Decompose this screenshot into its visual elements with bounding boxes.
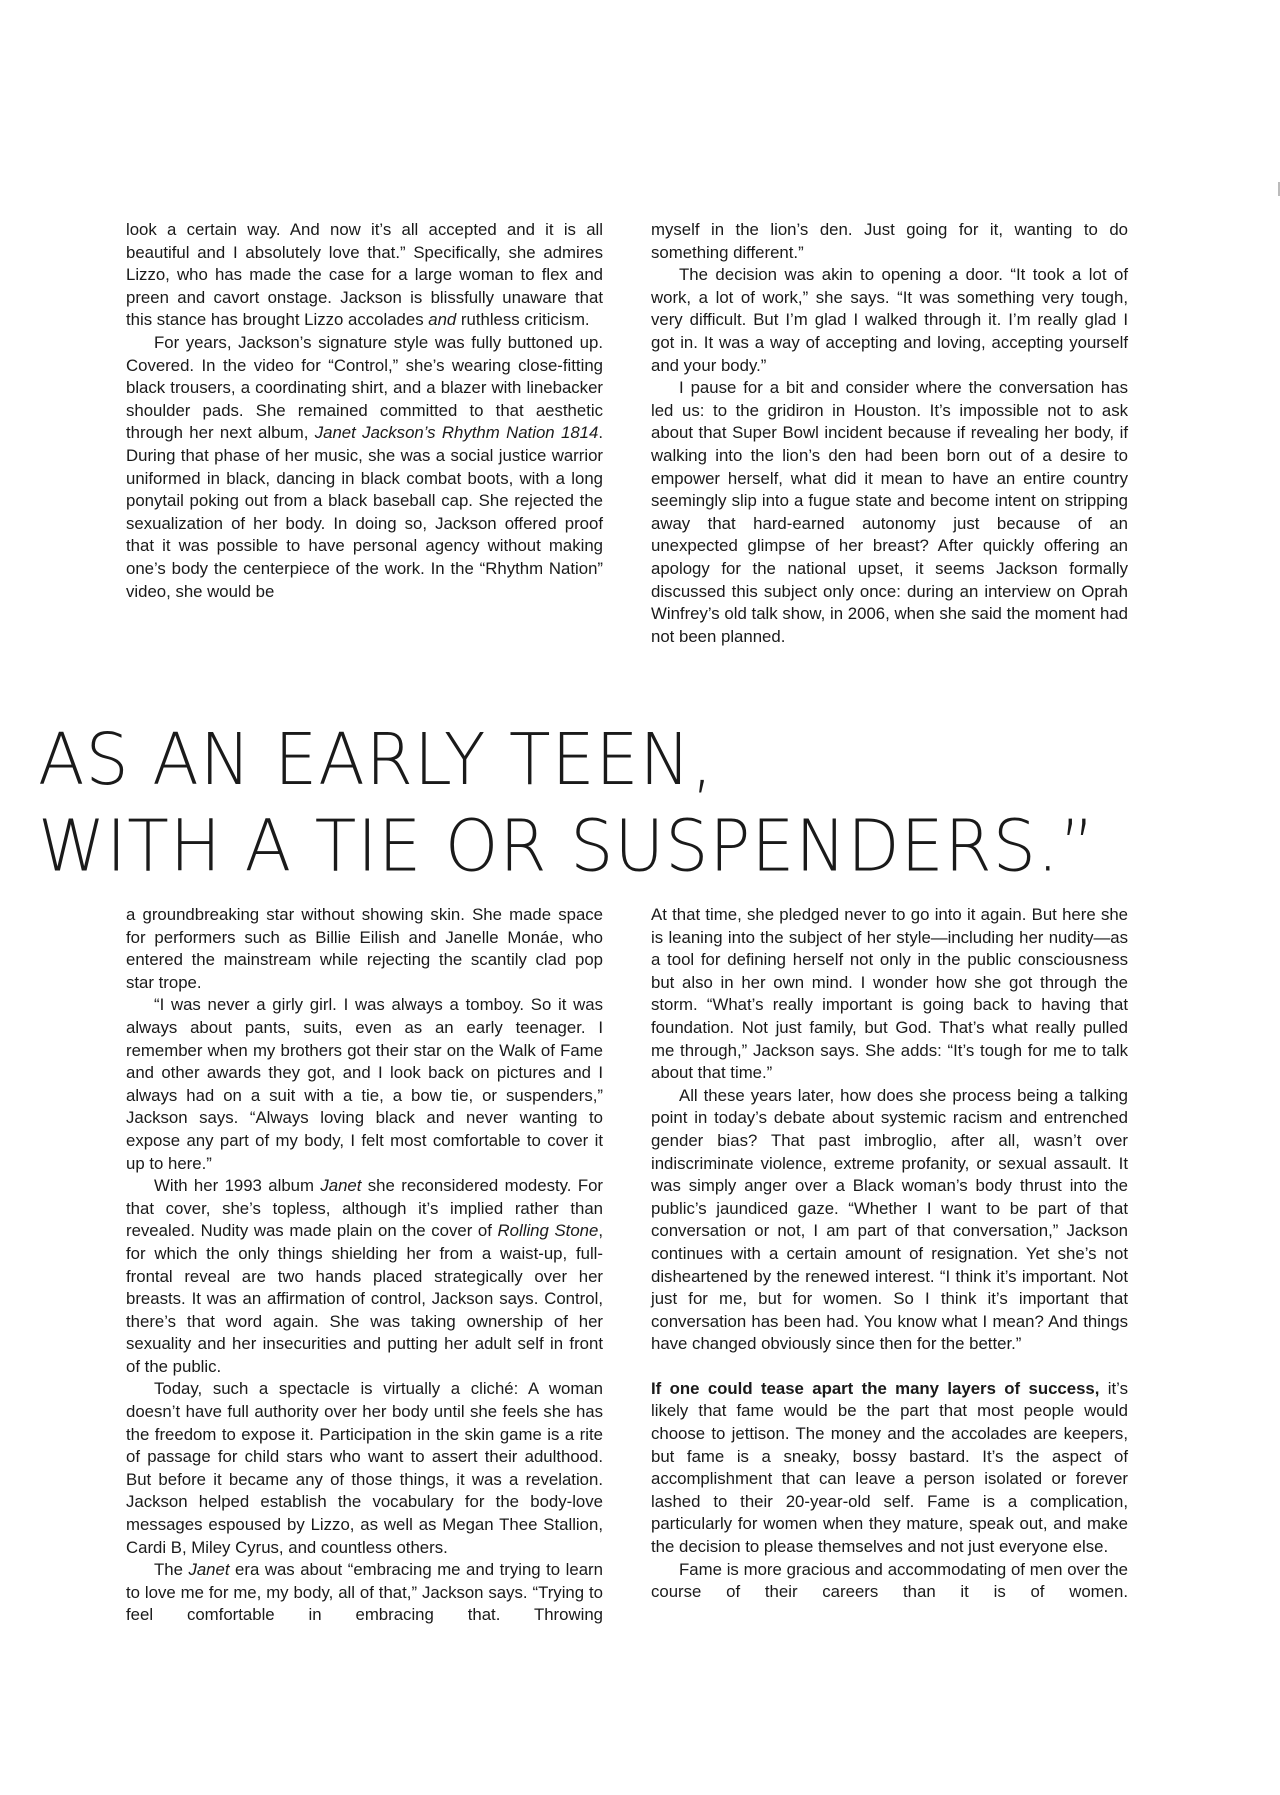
pull-quote: [38, 718, 1238, 890]
article-column-4: [651, 904, 1128, 1604]
paragraph: Today, such a spectacle is virtually a cliché: A woman doesn’t have full authority over her body until she feels she has the freedom to expose it. Participation in the skin game is a rite of passage for child stars who want to assert their adulthood. But before it became any of those things, it was a revelation. Jackson helped establish the vocabulary for the body-love messages espoused by Lizzo, as well as Megan Thee Stallion, Cardi B, Miley Cyrus, and countless others.: [126, 1379, 603, 1557]
paragraph: myself in the lion’s den. Just going for it, wanting to do something different.”: [651, 220, 1128, 262]
paragraph: look a certain way. And now it’s all accepted and it is all beautiful and I absolutely love that.” Specifically, she admires Lizzo, who has made the case for a large woman to flex and preen and cavort onstage. Jackson is blissfully unaware that this stance has brought Lizzo accolades and ruthless criticism.: [126, 220, 603, 330]
paragraph: The decision was akin to opening a door. “It took a lot of work, a lot of work,” she says. “It was something very tough, very difficult. But I’m glad I walked through it. I’m really glad I got in. It was a way of accepting and loving, accepting yourself and your body.”: [651, 265, 1128, 375]
paragraph: The Janet era was about “embracing me and trying to learn to love me for me, my body, all of that,” Jackson says. “Trying to feel comfortable in embracing that. Throwing: [126, 1560, 603, 1625]
pull-quote-line-1: AS AN EARLY TEEN,: [38, 719, 714, 802]
paragraph: With her 1993 album Janet she reconsidered modesty. For that cover, she’s topless, although it’s implied rather than revealed. Nudity was made plain on the cover of Rolling Stone, for which the only things shielding her from a waist-up, full-frontal reveal are two hands placed strategically over her breasts. It was an affirmation of control, Jackson says. Control, there’s that word again. She was taking ownership of her sexuality and her insecurities and putting her adult self in front of the public.: [126, 1176, 603, 1376]
pull-quote-line-2: WITH A TIE OR SUSPENDERS.”: [38, 805, 1096, 889]
paragraph: I pause for a bit and consider where the conversation has led us: to the gridiron in Houston. It’s impossible not to ask about that Super Bowl incident because if revealing her body, if walking into the lion’s den had been born out of a desire to empower herself, what did it mean to have an entire country seemingly slip into a fugue state and become intent on stripping away that hard-earned autonomy just because of an unexpected glimpse of her breast? After quickly offering an apology for the national upset, it seems Jackson formally discussed this subject only once: during an interview on Oprah Winfrey’s old talk show, in 2006, when she said the moment had not been planned.: [651, 378, 1128, 646]
paragraph: “I was never a girly girl. I was always a tomboy. So it was always about pants, suits, even as an early teenager. I remember when my brothers got their star on the Walk of Fame and other awards they got, and I look back on pictures and I always had on a suit with a tie, a bow tie, or suspenders,” Jackson says. “Always loving black and never wanting to expose any part of my body, I felt most comfortable to cover it up to here.”: [126, 995, 603, 1173]
paragraph: Fame is more gracious and accommodating of men over the course of their careers than it is of women.: [651, 1559, 1128, 1602]
paragraph: a groundbreaking star without showing skin. She made space for performers such as Billie Eilish and Janelle Monáe, who entered the mainstream while rejecting the scantily clad pop star trope.: [126, 905, 603, 992]
article-column-3: [126, 904, 603, 1627]
article-column-2: [651, 219, 1128, 648]
section-lead-in: If one could tease apart the many layers of success,: [651, 1378, 1100, 1398]
paragraph: All these years later, how does she process being a talking point in today’s debate about systemic racism and entrenched gender bias? That past imbroglio, after all, wasn’t over indiscriminate violence, extreme profanity, or sexual assault. It was simply anger over a Black woman’s body thrust into the public’s jaundiced gaze. “Whether I want to be part of that conversation or not, I am part of that conversation,” Jackson continues with a certain amount of resignation. Yet she’s not disheartened by the renewed interest. “I think it’s important. Not just for me, but for women. So I think it’s important that conversation has been had. You know what I mean? And things have changed obviously since then for the better.”: [651, 1085, 1128, 1354]
paragraph: At that time, she pledged never to go into it again. But here she is leaning into the subject of her style—including her nudity—as a tool for defining herself not only in the public consciousness but also in her own mind. I wonder how she got through the storm. “What’s really important is going back to having that foundation. Not just family, but God. That’s what really pulled me through,” Jackson says. She adds: “It’s tough for me to talk about that time.”: [651, 905, 1128, 1083]
article-column-1: [126, 219, 603, 603]
section-paragraph: If one could tease apart the many layers of success, it’s likely that fame would be the part that most people would choose to jettison. The money and the accolades are keepers, but fame is a sneaky, bossy bastard. It’s the aspect of accomplishment that can leave a person isolated or forever lashed to their 20-year-old self. Fame is a complication, particularly for women when they mature, speak out, and make the decision to please themselves and not just everyone else.: [651, 1378, 1128, 1557]
paragraph: For years, Jackson’s signature style was fully buttoned up. Covered. In the video for “Control,” she’s wearing close-fitting black trousers, a coordinating shirt, and a blazer with linebacker shoulder pads. She remained committed to that aesthetic through her next album, Janet Jackson’s Rhythm Nation 1814. During that phase of her music, she was a social justice warrior uniformed in black, dancing in black combat boots, with a long ponytail poking out from a black baseball cap. She rejected the sexualization of her body. In doing so, Jackson offered proof that it was possible to have personal agency without making one’s body the centerpiece of the work. In the “Rhythm Nation” video, she would be: [126, 332, 603, 601]
